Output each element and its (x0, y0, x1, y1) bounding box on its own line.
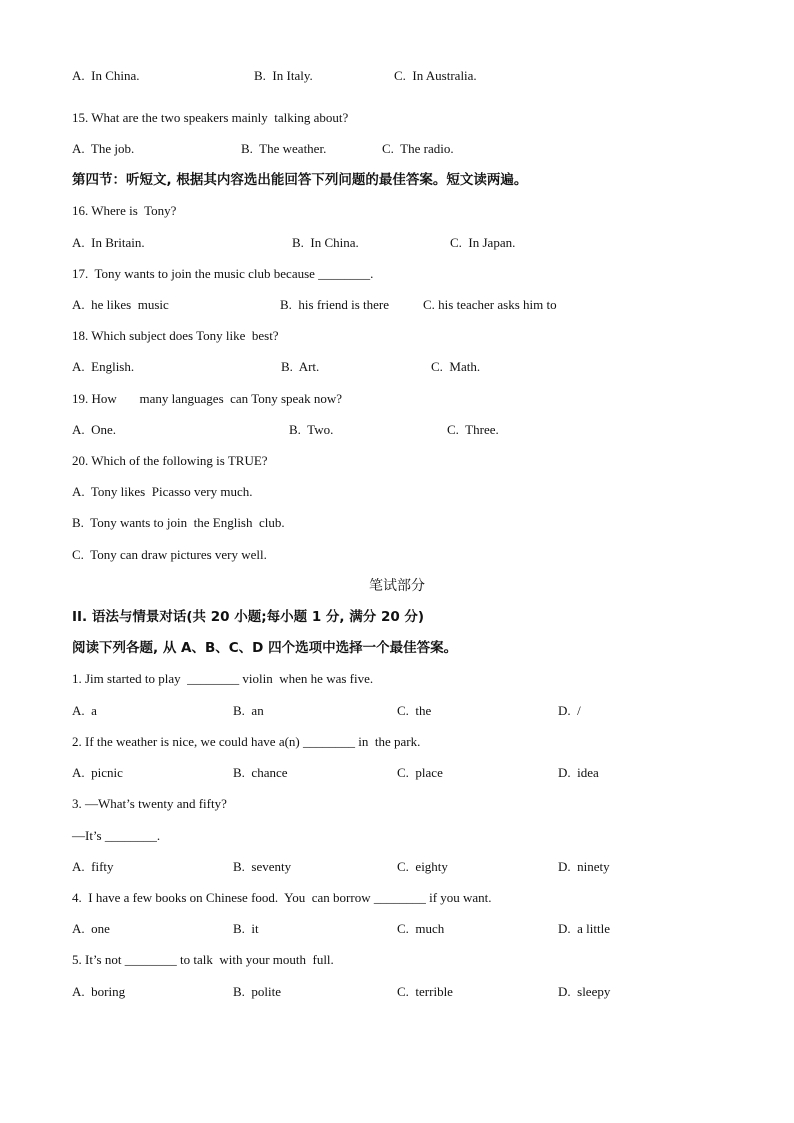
g2-question: 2. If the weather is nice, we could have a(n) ________ in the park. (72, 734, 421, 749)
q15-option-a: A. The job. (72, 141, 135, 156)
g2-option-b: B. chance (233, 765, 288, 780)
q18-question: 18. Which subject does Tony like best? (72, 328, 279, 343)
q16-option-b: B. In China. (292, 235, 359, 250)
g1-option-d: D. / (558, 703, 581, 718)
g5-option-c: C. terrible (397, 984, 453, 999)
q16-option-c: C. In Japan. (450, 235, 516, 250)
g4-option-d: D. a little (558, 921, 610, 936)
q17-option-c: C. his teacher asks him to (423, 297, 557, 312)
q19-question: 19. How many languages can Tony speak now? (72, 391, 342, 406)
g3-option-c: C. eighty (397, 859, 448, 874)
g3-option-d: D. ninety (558, 859, 610, 874)
q18-option-b: B. Art. (281, 359, 320, 374)
q14-option-b: B. In Italy. (254, 68, 313, 83)
q17-option-a: A. he likes music (72, 297, 169, 312)
q15-question: 15. What are the two speakers mainly talking about? (72, 110, 349, 125)
g3-question: 3. —What’s twenty and fifty? (72, 796, 227, 811)
q15-option-c: C. The radio. (382, 141, 454, 156)
q16-question: 16. Where is Tony? (72, 203, 177, 218)
g4-question: 4. I have a few books on Chinese food. You can borrow ________ if you want. (72, 890, 492, 905)
g4-option-b: B. it (233, 921, 259, 936)
g1-option-c: C. the (397, 703, 432, 718)
part2-heading: II. 语法与情景对话(共 20 小题;每小题 1 分, 满分 20 分) (72, 609, 425, 625)
q19-option-b: B. Two. (289, 422, 334, 437)
g5-question: 5. It’s not ________ to talk with your mouth full. (72, 952, 334, 967)
g2-option-d: D. idea (558, 765, 599, 780)
q19-option-a: A. One. (72, 422, 117, 437)
q20-option-a: A. Tony likes Picasso very much. (72, 484, 253, 499)
q20-option-c: C. Tony can draw pictures very well. (72, 547, 267, 562)
g1-option-a: A. a (72, 703, 97, 718)
g5-option-d: D. sleepy (558, 984, 611, 999)
q18-option-a: A. English. (72, 359, 135, 374)
q17-option-b: B. his friend is there (280, 297, 390, 312)
g4-option-c: C. much (397, 921, 445, 936)
g1-option-b: B. an (233, 703, 264, 718)
q14-option-a: A. In China. (72, 68, 140, 83)
q14-option-c: C. In Australia. (394, 68, 477, 83)
g2-option-a: A. picnic (72, 765, 123, 780)
part2-instruction: 阅读下列各题, 从 A、B、C、D 四个选项中选择一个最佳答案。 (72, 640, 458, 656)
written-section-title: 笔试部分 (369, 578, 425, 594)
q16-option-a: A. In Britain. (72, 235, 145, 250)
g4-option-a: A. one (72, 921, 110, 936)
g5-option-b: B. polite (233, 984, 282, 999)
section4-heading: 第四节：听短文, 根据其内容选出能回答下列问题的最佳答案。短文读两遍。 (72, 172, 528, 188)
g5-option-a: A. boring (72, 984, 126, 999)
g3-answer-line: —It’s ________. (72, 828, 161, 843)
g3-option-b: B. seventy (233, 859, 292, 874)
q19-option-c: C. Three. (447, 422, 499, 437)
q15-option-b: B. The weather. (241, 141, 327, 156)
q20-option-b: B. Tony wants to join the English club. (72, 515, 285, 530)
g3-option-a: A. fifty (72, 859, 114, 874)
g1-question: 1. Jim started to play ________ violin when he was five. (72, 671, 374, 686)
g2-option-c: C. place (397, 765, 443, 780)
q17-question: 17. Tony wants to join the music club because ________. (72, 266, 374, 281)
q20-question: 20. Which of the following is TRUE? (72, 453, 268, 468)
q18-option-c: C. Math. (431, 359, 481, 374)
